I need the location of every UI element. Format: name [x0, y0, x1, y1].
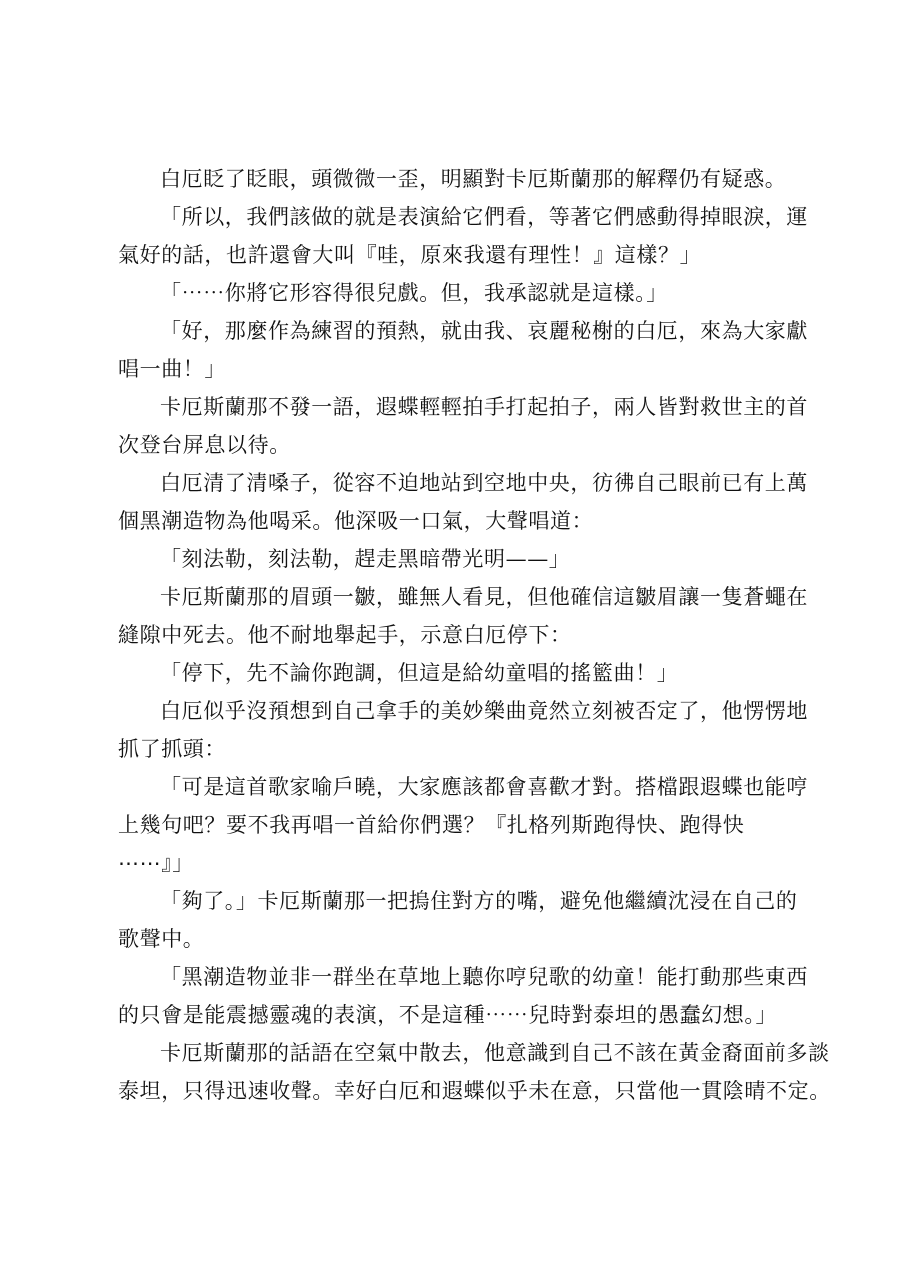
body-text [118, 160, 831, 1110]
text-line: 個黑潮造物為他喝采。他深吸一口氣，大聲唱道： [118, 509, 594, 533]
text-line: 「⋯⋯你將它形容得很兒戲。但，我承認就是這樣。」 [160, 281, 668, 305]
paragraph [118, 274, 790, 312]
text-line: 白厄眨了眨眼，頭微微一歪，明顯對卡厄斯蘭那的解釋仍有疑惑。 [160, 167, 787, 191]
paragraph [118, 312, 808, 388]
text-line: 「所以，我們該做的就是表演給它們看，等著它們感動得掉眼淚，運 [160, 205, 808, 229]
paragraph [118, 388, 808, 464]
text-line: 「刻法勒，刻法勒，趕走黑暗帶光明——」 [160, 547, 571, 571]
paragraph [118, 958, 808, 1034]
text-line: 唱一曲！」 [118, 357, 226, 381]
paragraph [118, 464, 808, 540]
text-line: 歌聲中。 [118, 927, 205, 951]
paragraph [118, 578, 808, 654]
text-line: 縫隙中死去。他不耐地舉起手，示意白厄停下： [118, 623, 572, 647]
text-line: 卡厄斯蘭那不發一語，遐蝶輕輕拍手打起拍子，兩人皆對救世主的首 [160, 395, 808, 419]
paragraph [118, 882, 798, 958]
text-line: 「黑潮造物並非一群坐在草地上聽你哼兒歌的幼童！能打動那些東西 [160, 965, 808, 989]
text-line: 次登台屏息以待。 [118, 433, 291, 457]
text-line: 「可是這首歌家喻戶曉，大家應該都會喜歡才對。搭檔跟遐蝶也能哼 [160, 775, 808, 799]
text-line: 「好，那麼作為練習的預熱，就由我、哀麗秘榭的白厄，來為大家獻 [160, 319, 808, 343]
text-line: 卡厄斯蘭那的眉頭一皺，雖無人看見，但他確信這皺眉讓一隻蒼蠅在 [160, 585, 808, 609]
text-line: ⋯⋯』」 [118, 851, 194, 875]
text-line: 上幾句吧？要不我再唱一首給你們選？『扎格列斯跑得快、跑得快 [118, 813, 745, 837]
text-line: 白厄清了清嗓子，從容不迫地站到空地中央，彷彿自己眼前已有上萬 [160, 471, 808, 495]
paragraph [118, 1034, 831, 1110]
paragraph [118, 692, 808, 768]
text-line: 的只會是能震撼靈魂的表演，不是這種⋯⋯兒時對泰坦的愚蠢幻想。」 [118, 1003, 778, 1027]
paragraph [118, 768, 808, 882]
text-line: 泰坦，只得迅速收聲。幸好白厄和遐蝶似乎未在意，只當他一貫陰晴不定。 [118, 1079, 831, 1103]
text-line: 白厄似乎沒預想到自己拿手的美妙樂曲竟然立刻被否定了，他愣愣地 [160, 699, 808, 723]
text-line: 卡厄斯蘭那的話語在空氣中散去，他意識到自己不該在黃金裔面前多談 [160, 1041, 830, 1065]
text-line: 「夠了。」卡厄斯蘭那一把摀住對方的嘴，避免他繼續沈浸在自己的 [160, 889, 798, 913]
paragraph [118, 160, 790, 198]
paragraph [118, 198, 808, 274]
paragraph [118, 540, 790, 578]
text-line: 氣好的話，也許還會大叫『哇，原來我還有理性！』這樣？」 [118, 243, 702, 267]
paragraph [118, 654, 790, 692]
text-line: 「停下，先不論你跑調，但這是給幼童唱的搖籃曲！」 [160, 661, 679, 685]
text-line: 抓了抓頭： [118, 737, 226, 761]
